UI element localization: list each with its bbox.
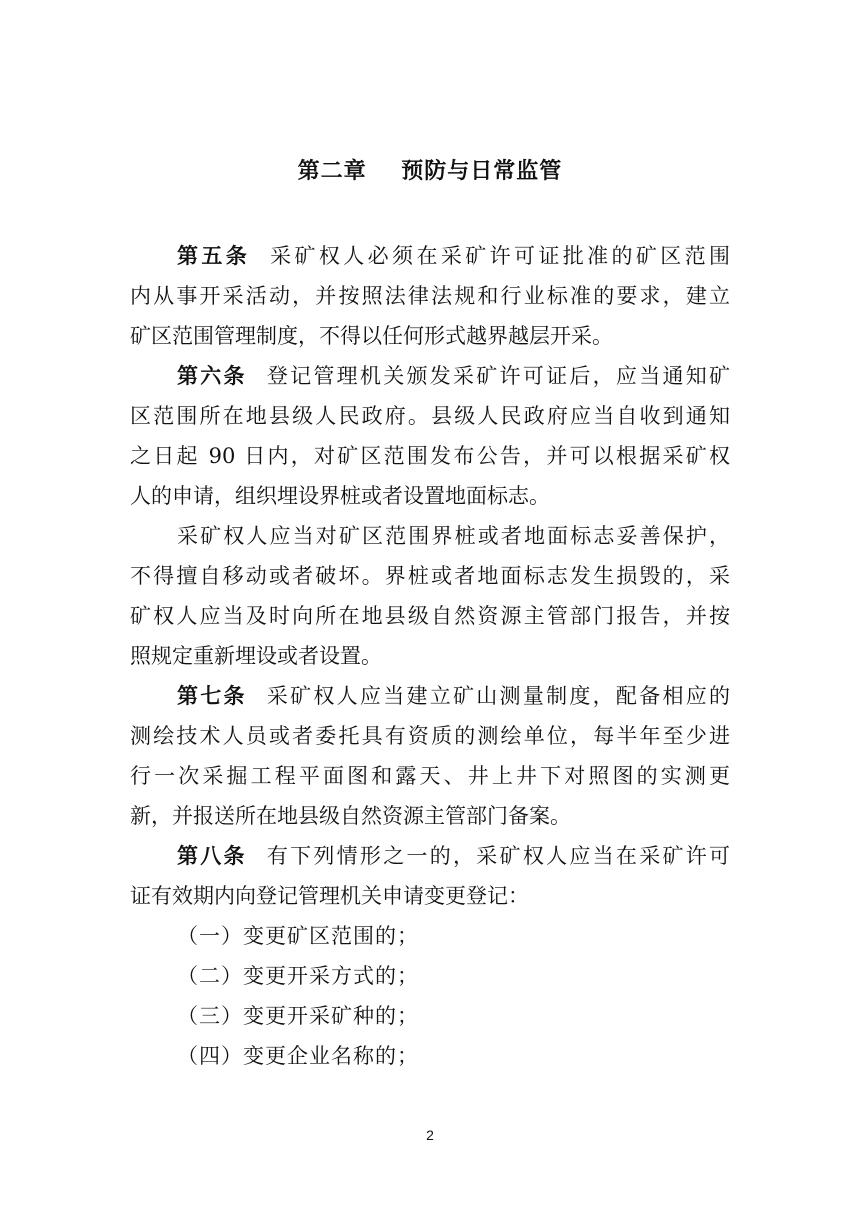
article-8-text: 有下列情形之一的，采矿权人应当在采矿许可 xyxy=(266,844,731,868)
article-6-label: 第六条 xyxy=(177,364,247,388)
article-6-para2-line-3: 矿权人应当及时向所在地县级自然资源主管部门报告，并按 xyxy=(130,604,730,628)
article-5-line-1 xyxy=(130,236,730,276)
article-8-item-1: （一）变更矿区范围的； xyxy=(177,924,419,948)
document-body xyxy=(130,236,730,1076)
article-7-text: 采矿权人应当建立矿山测量制度，配备相应的 xyxy=(266,684,731,708)
article-5-text: 采矿权人必须在采矿许可证批准的矿区范围 xyxy=(270,244,731,268)
article-5-line-2: 内从事开采活动，并按照法律法规和行业标准的要求，建立 xyxy=(130,284,730,308)
article-7-line-4: 新，并报送所在地县级自然资源主管部门备案。 xyxy=(130,804,571,828)
article-8-line-1 xyxy=(130,836,730,876)
article-5-line-3: 矿区范围管理制度，不得以任何形式越界越层开采。 xyxy=(130,324,613,348)
article-8-item-3: （三）变更开采矿种的； xyxy=(177,1004,419,1028)
article-7-line-3: 行一次采掘工程平面图和露天、井上井下对照图的实测更 xyxy=(130,764,730,788)
article-6-line-1 xyxy=(130,356,730,396)
article-6-para2-line-2: 不得擅自移动或者破坏。界桩或者地面标志发生损毁的，采 xyxy=(130,564,730,588)
article-6-line-4: 人的申请，组织埋设界桩或者设置地面标志。 xyxy=(130,484,550,508)
article-6-line-2: 区范围所在地县级人民政府。县级人民政府应当自收到通知 xyxy=(130,404,730,428)
article-7-line-2: 测绘技术人员或者委托具有资质的测绘单位，每半年至少进 xyxy=(130,724,730,748)
article-6-para2-line-1: 采矿权人应当对矿区范围界桩或者地面标志妥善保护， xyxy=(177,524,730,548)
page-number: 2 xyxy=(426,1127,434,1143)
article-8-line-2: 证有效期内向登记管理机关申请变更登记： xyxy=(130,884,529,908)
article-7-line-1 xyxy=(130,676,730,716)
article-6-line-3: 之日起 90 日内，对矿区范围发布公告，并可以根据采矿权 xyxy=(130,444,730,468)
article-8-item-4: （四）变更企业名称的； xyxy=(177,1044,419,1068)
chapter-title: 第二章 预防与日常监管 xyxy=(297,159,563,184)
article-6-para2-line-4: 照规定重新埋设或者设置。 xyxy=(130,644,382,668)
article-8-item-2: （二）变更开采方式的； xyxy=(177,964,419,988)
article-5-label: 第五条 xyxy=(177,244,251,268)
article-6-text: 登记管理机关颁发采矿许可证后，应当通知矿 xyxy=(266,364,731,388)
article-7-label: 第七条 xyxy=(177,684,247,708)
article-8-label: 第八条 xyxy=(177,844,247,868)
